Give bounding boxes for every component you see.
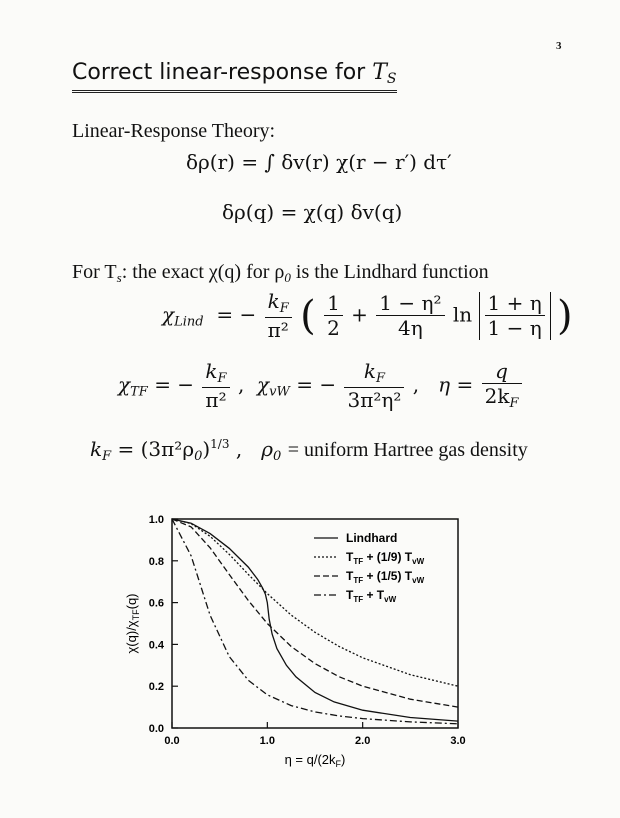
equation-real-space: δρ(r) = ∫ δv(r) χ(r − r′) dτ′	[186, 150, 452, 174]
frac-eta-term: $\frac{\text{1 − η²}}{4\eta}$	[376, 292, 444, 340]
lindhard-intro: For $T_s$: the exact χ(q) for $\rho_0$ is the Lindhard function	[72, 261, 489, 285]
frac-half: $\frac{1}{2}$	[324, 292, 343, 340]
x-tick-label: 0.0	[164, 735, 180, 747]
legend-label-2: $T_{TF} + (1/5)$ $T_{vW}$	[346, 569, 425, 585]
slide-title-text: Correct linear-response for	[72, 60, 366, 85]
series-line-2	[172, 519, 458, 707]
legend-label-1: $T_{TF} + (1/9)$ $T_{vW}$	[346, 550, 425, 566]
equation-fourier-space: δρ(q) = χ(q) δv(q)	[222, 200, 403, 224]
abs-term: $\frac{1 + \eta}{1 - \eta}$	[479, 292, 551, 340]
y-tick-label: 0.2	[148, 681, 164, 694]
equation-definitions: $\chi_{TF}$ = − $\frac{k_F}{\text{π²}}$ , $\chi_{vW}$ = − $\frac{k_F}{\text{3π²η²}}$ , η = $\frac{q}{2k_F}$	[118, 360, 524, 412]
legend-label-0: Lindhard	[346, 531, 398, 545]
equation-lindhard: $\chi_{Lind}$ = − $\frac{k_F}{\text{π²}}$ ( $\frac{1}{2}$ + $\frac{\text{1 − η²}}{4\eta}$ ln $\frac{1 + \eta}{1 - \eta}$ )	[162, 289, 573, 342]
y-axis-label: $\chi(q)/\chi_{TF}(q)$	[124, 593, 141, 654]
x-tick-label: 2.0	[355, 735, 371, 747]
y-tick-label: 0.0	[148, 723, 164, 735]
frac-chi-tf: $\frac{k_F}{\text{π²}}$	[202, 360, 229, 412]
x-tick-label: 3.0	[450, 735, 466, 747]
frac-eta: $\frac{q}{2k_F}$	[482, 360, 522, 412]
x-axis-label: $\eta = q/(2k_F)$	[284, 752, 346, 769]
theory-heading: Linear-Response Theory:	[72, 120, 276, 142]
series-line-0	[172, 519, 458, 721]
equation-kf: $k_F = (3\pi^2\rho_0)^{1/3}$ , $\rho_0$ = uniform Hartree gas density	[90, 437, 528, 464]
legend-label-3: $T_{TF} + T_{vW}$	[346, 588, 397, 604]
y-tick-label: 0.8	[148, 555, 164, 568]
series-line-1	[172, 519, 458, 686]
frac-kf-over-pi2: $\frac{k_F}{\text{π²}}$	[265, 290, 292, 342]
frac-chi-vw: $\frac{k_F}{\text{3π²η²}}$	[344, 360, 404, 412]
y-tick-label: 1.0	[148, 514, 164, 526]
y-tick-label: 0.6	[148, 597, 164, 610]
plot-frame	[172, 519, 458, 728]
x-tick-label: 1.0	[259, 735, 275, 747]
page-number: 3	[556, 40, 562, 52]
slide-title-symbol: TS	[372, 60, 397, 87]
y-tick-label: 0.4	[148, 639, 164, 652]
